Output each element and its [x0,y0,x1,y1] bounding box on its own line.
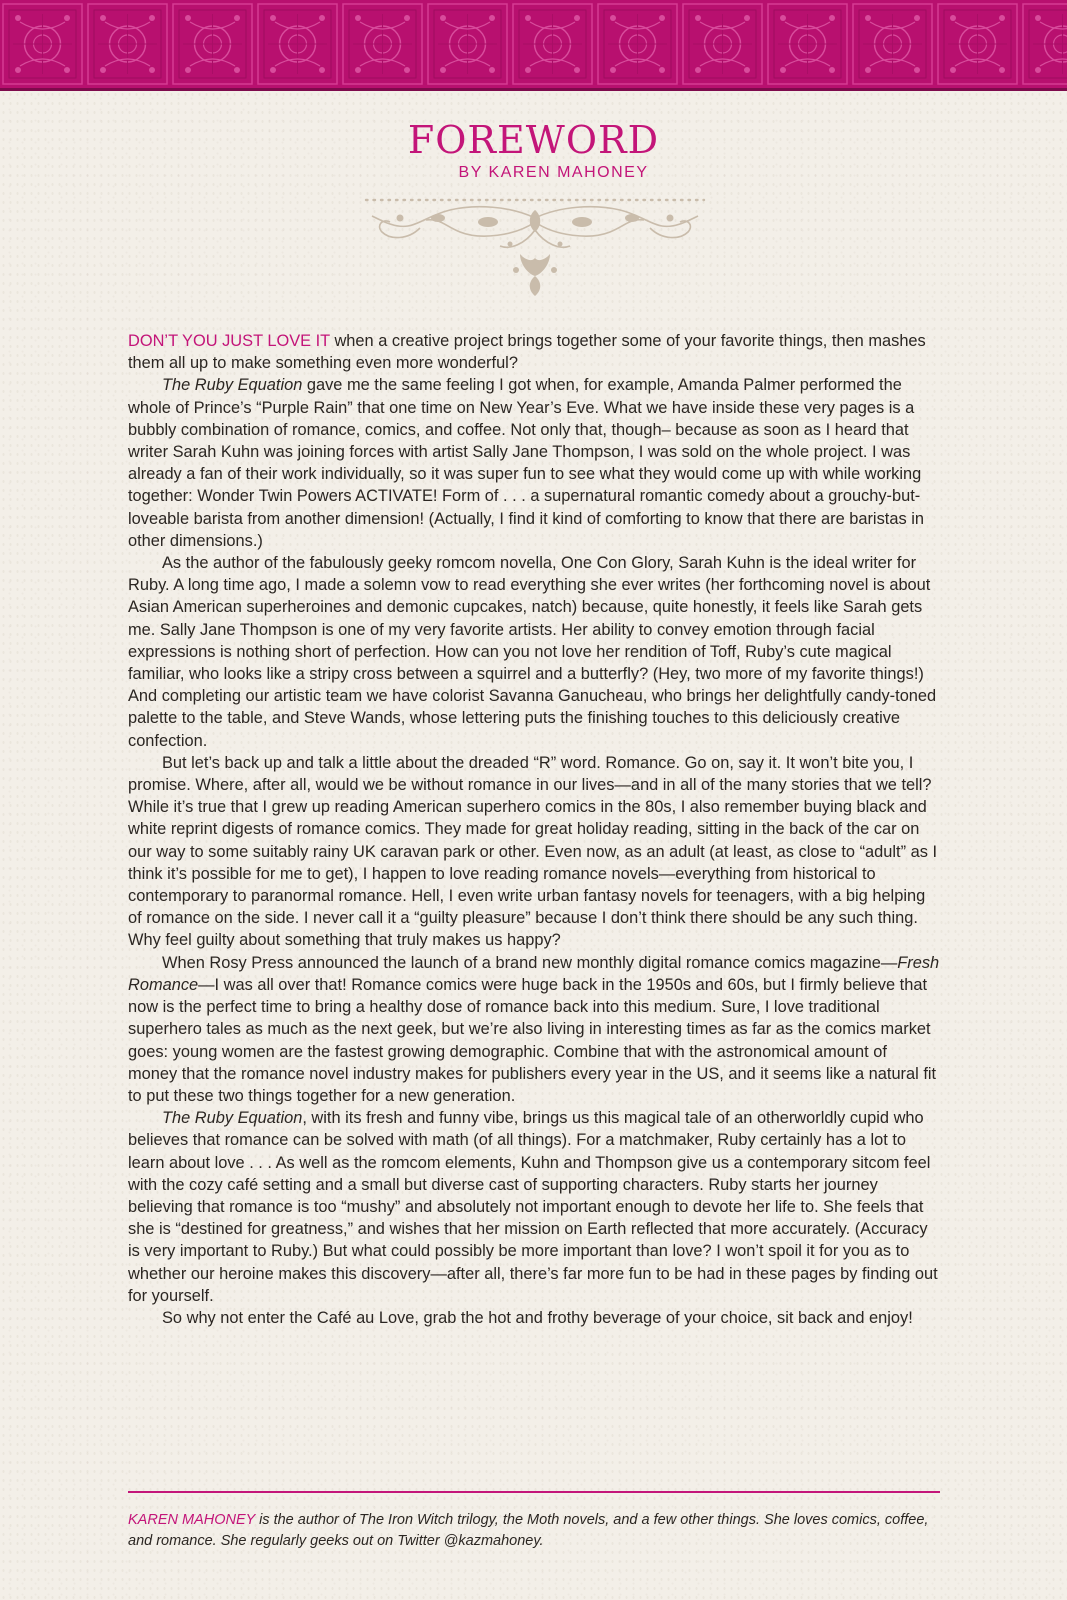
author-name: KAREN MAHONEY [128,1512,256,1528]
paragraph-text: when a creative project brings together some of your favorite things, then mashes them all up to make something even more wonderful? [128,332,926,373]
book-title: The Ruby Equation [162,376,303,395]
author-bio-note [128,1510,940,1552]
flourish-ornament-icon [360,196,710,298]
paragraph-text: —I was all over that! Romance comics were huge back in the 1950s and 60s, but I firmly believe that now is the perfect time to bring a healthy dose of romance back into this medium. Sure, I love traditional superhero tales as much as the next geek, but we’re also living in interesting times as far as the comics market goes: young women are the fastest growing demographic. Combine that with the astronomical amount of money that the romance novel industry makes for publishers every year in the US, and it seems like a natural fit to put these two things together for a new generation. [128,975,937,1105]
paragraph-1 [128,330,940,374]
magazine-title: Fresh Romance [128,953,940,994]
foreword-body [128,330,940,1329]
paragraph-2 [128,374,940,552]
paragraph-text: gave me the same feeling I got when, for example, Amanda Palmer performed the whole of Prince’s “Purple Rain” that one time on New Year’s Eve. What we have inside these very pages is a bubbly combination of romance, comics, and coffee. Not only that, though– because as soon as I heard that writer Sarah Kuhn was joining forces with artist Sally Jane Thompson, I was sold on the whole project. I was already a fan of their work individually, so it was super fun to see what they would come up with while working together: Wonder Twin Powers ACTIVATE! Form of . . . a supernatural romantic comedy about a grouchy-but-loveable barista from another dimension! (Actually, I find it kind of comforting to know that there are baristas in other dimensions.) [128,376,924,550]
book-title: The Ruby Equation [162,1109,303,1128]
divider-rule [128,1491,940,1493]
paragraph-7: So why not enter the Café au Love, grab the hot and frothy beverage of your choice, sit back and enjoy! [162,1308,913,1327]
page-title: FOREWORD [407,118,660,162]
paragraph-5 [128,952,940,1107]
paragraph-4: But let’s back up and talk a little about the dreaded “R” word. Romance. Go on, say it. It won’t bite you, I promise. Where, after all, would we be without romance in our lives—and in all of the many stories that we tell? While it’s true that I grew up reading American superhero comics in the 80s, I also remember buying black and white reprint digests of romance comics. They made for great holiday reading, sitting in the back of the car on our way to some suitably rainy UK caravan park or other. Even now, as an adult (at least, as close to “adult” as I think it’s possible for me to get), I happen to love reading romance novels—everything from historical to contemporary to paranormal romance. Hell, I even write urban fantasy novels for teenagers, with a big helping of romance on the side. I never call it a “guilty pleasure” because I don’t think there should be any such thing. Why feel guilty about something that truly makes us happy? [128,753,938,950]
paragraph-6 [128,1107,940,1307]
decorative-banner [0,0,1067,91]
paragraph-3: As the author of the fabulously geeky romcom novella, One Con Glory, Sarah Kuhn is the ideal writer for Ruby. A long time ago, I made a solemn vow to read everything she ever writes (her forthcoming novel is about Asian American superheroines and demonic cupcakes, natch) because, quite honestly, it feels like Sarah gets me. Sally Jane Thompson is one of my very favorite artists. Her ability to convey emotion through facial expressions is nothing short of perfection. How can you not love her rendition of Toff, Ruby’s cute magical familiar, who looks like a stripy cross between a squirrel and a butterfly? (Hey, two more of my favorite things!) And completing our artistic team we have colorist Savanna Ganucheau, who brings her delightfully candy-toned palette to the table, and Steve Wands, whose lettering puts the finishing touches to this deliciously creative confection. [128,554,937,750]
banner-pattern [0,0,1067,88]
author-bio-text: is the author of The Iron Witch trilogy, the Moth novels, and a few other things. She loves comics, coffee, and romance. She regularly geeks out on Twitter @kazmahoney. [128,1512,929,1549]
paragraph-text: When Rosy Press announced the launch of a brand new monthly digital romance comics magazine— [162,953,898,972]
lead-in-text: DON’T YOU JUST LOVE IT [128,332,330,350]
author-byline: BY KAREN MAHONEY [458,164,649,181]
title-block [0,118,1067,182]
paragraph-text: , with its fresh and funny vibe, brings us this magical tale of an otherworldly cupid who believes that romance can be solved with math (of all things). For a matchmaker, Ruby certainly has a lot to learn about love . . . As well as the romcom elements, Kuhn and Thompson give us a contemporary sitcom feel with the cozy café setting and a small but diverse cast of supporting characters. Ruby starts her journey believing that romance is too “mushy” and absolutely not important enough to devote her life to. She feels that she is “destined for greatness,” and wishes that her mission on Earth reflected that more accurately. (Accuracy is very important to Ruby.) But what could possibly be more important than love? I won’t spoil it for you as to whether our heroine makes this discovery—after all, there’s far more fun to be had in these pages by finding out for yourself. [128,1109,938,1305]
